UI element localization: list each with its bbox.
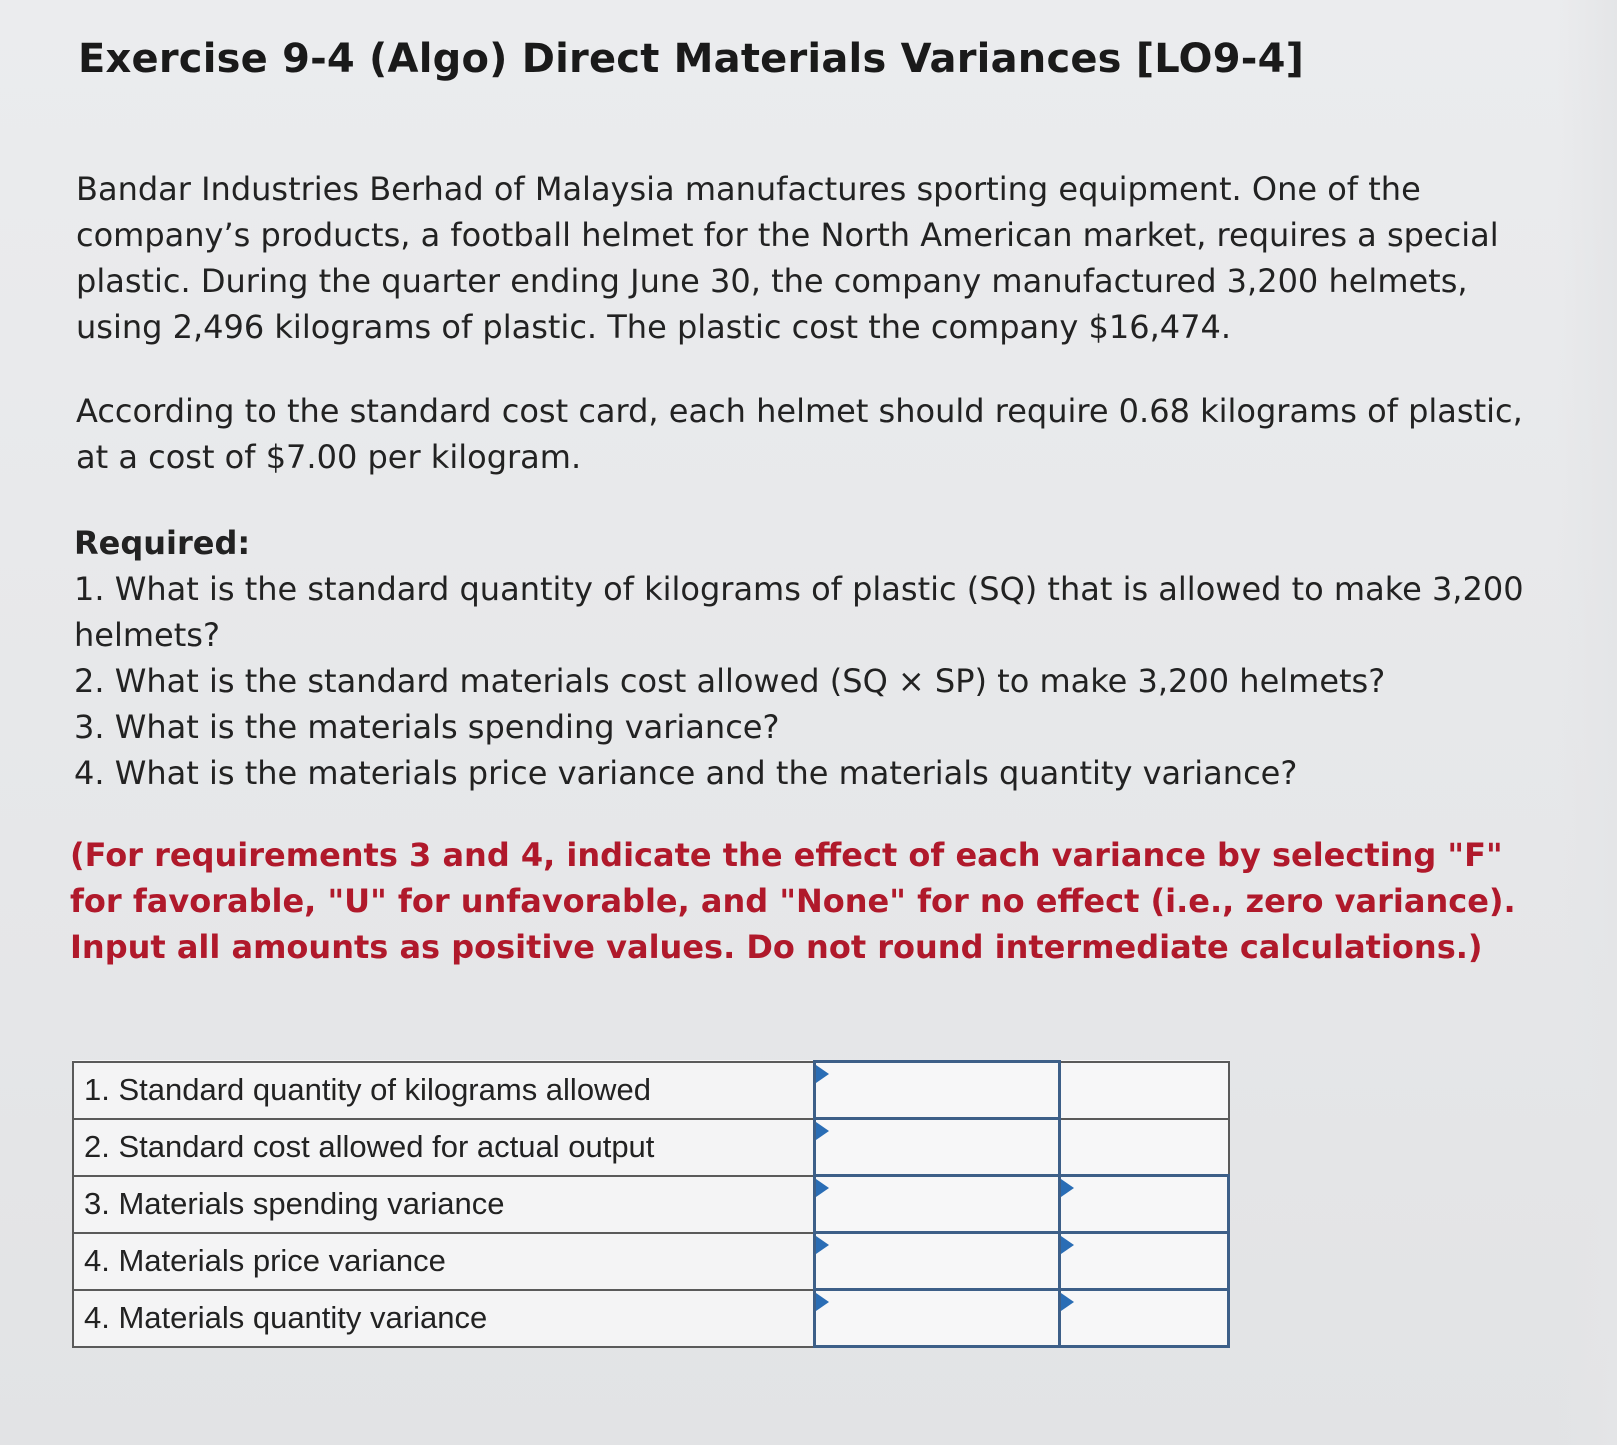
effect-cell xyxy=(1060,1176,1229,1233)
row-label: 4. Materials price variance xyxy=(73,1233,815,1290)
answer-table xyxy=(72,1060,1230,1348)
row-label: 3. Materials spending variance xyxy=(73,1176,815,1233)
amount-cell xyxy=(815,1062,1060,1119)
row-label: 1. Standard quantity of kilograms allowed xyxy=(73,1062,815,1119)
table-row xyxy=(73,1176,1229,1233)
standard-quantity-input[interactable] xyxy=(816,1063,1058,1117)
problem-paragraph-2: According to the standard cost card, each helmet should require 0.68 kilograms of plastic, at a cost of $7.00 per kilogram. xyxy=(76,392,1523,476)
amount-cell xyxy=(815,1233,1060,1290)
spending-variance-effect-select[interactable] xyxy=(1061,1177,1227,1231)
effect-cell-empty xyxy=(1060,1119,1229,1176)
table-row xyxy=(73,1233,1229,1290)
quantity-variance-input[interactable] xyxy=(816,1291,1058,1345)
amount-cell xyxy=(815,1176,1060,1233)
price-variance-effect-select[interactable] xyxy=(1061,1234,1227,1288)
amount-cell xyxy=(815,1290,1060,1347)
quantity-variance-effect-select[interactable] xyxy=(1061,1291,1227,1345)
required-item-1: 1. What is the standard quantity of kilograms of plastic (SQ) that is allowed to make 3,200 helmets? xyxy=(74,570,1524,654)
required-item-3: 3. What is the materials spending variance? xyxy=(74,708,780,746)
page-edge-shade xyxy=(1557,0,1617,1445)
required-section xyxy=(74,520,1554,796)
table-row xyxy=(73,1119,1229,1176)
required-heading: Required: xyxy=(74,524,251,562)
required-item-2: 2. What is the standard materials cost allowed (SQ × SP) to make 3,200 helmets? xyxy=(74,662,1386,700)
effect-cell-empty xyxy=(1060,1062,1229,1119)
table-row xyxy=(73,1062,1229,1119)
amount-cell xyxy=(815,1119,1060,1176)
page-title: Exercise 9-4 (Algo) Direct Materials Variances [LO9-4] xyxy=(78,36,1305,82)
spending-variance-input[interactable] xyxy=(816,1177,1058,1231)
required-item-4: 4. What is the materials price variance and the materials quantity variance? xyxy=(74,754,1298,792)
table-row xyxy=(73,1290,1229,1347)
row-label: 2. Standard cost allowed for actual output xyxy=(73,1119,815,1176)
effect-cell xyxy=(1060,1290,1229,1347)
instructions-note: (For requirements 3 and 4, indicate the effect of each variance by selecting "F" for favorable, "U" for unfavorable, and "None" for no effect (i.e., zero variance). Input all amounts as positive values. Do not round intermediate calculations.) xyxy=(70,836,1516,966)
row-label: 4. Materials quantity variance xyxy=(73,1290,815,1347)
effect-cell xyxy=(1060,1233,1229,1290)
price-variance-input[interactable] xyxy=(816,1234,1058,1288)
standard-cost-input[interactable] xyxy=(816,1120,1058,1174)
problem-paragraph-1: Bandar Industries Berhad of Malaysia manufactures sporting equipment. One of the company’s products, a football helmet for the North American market, requires a special plastic. During the quarter ending June 30, the company manufactured 3,200 helmets, using 2,496 kilograms of plastic. The plastic cost the company $16,474. xyxy=(76,170,1499,346)
